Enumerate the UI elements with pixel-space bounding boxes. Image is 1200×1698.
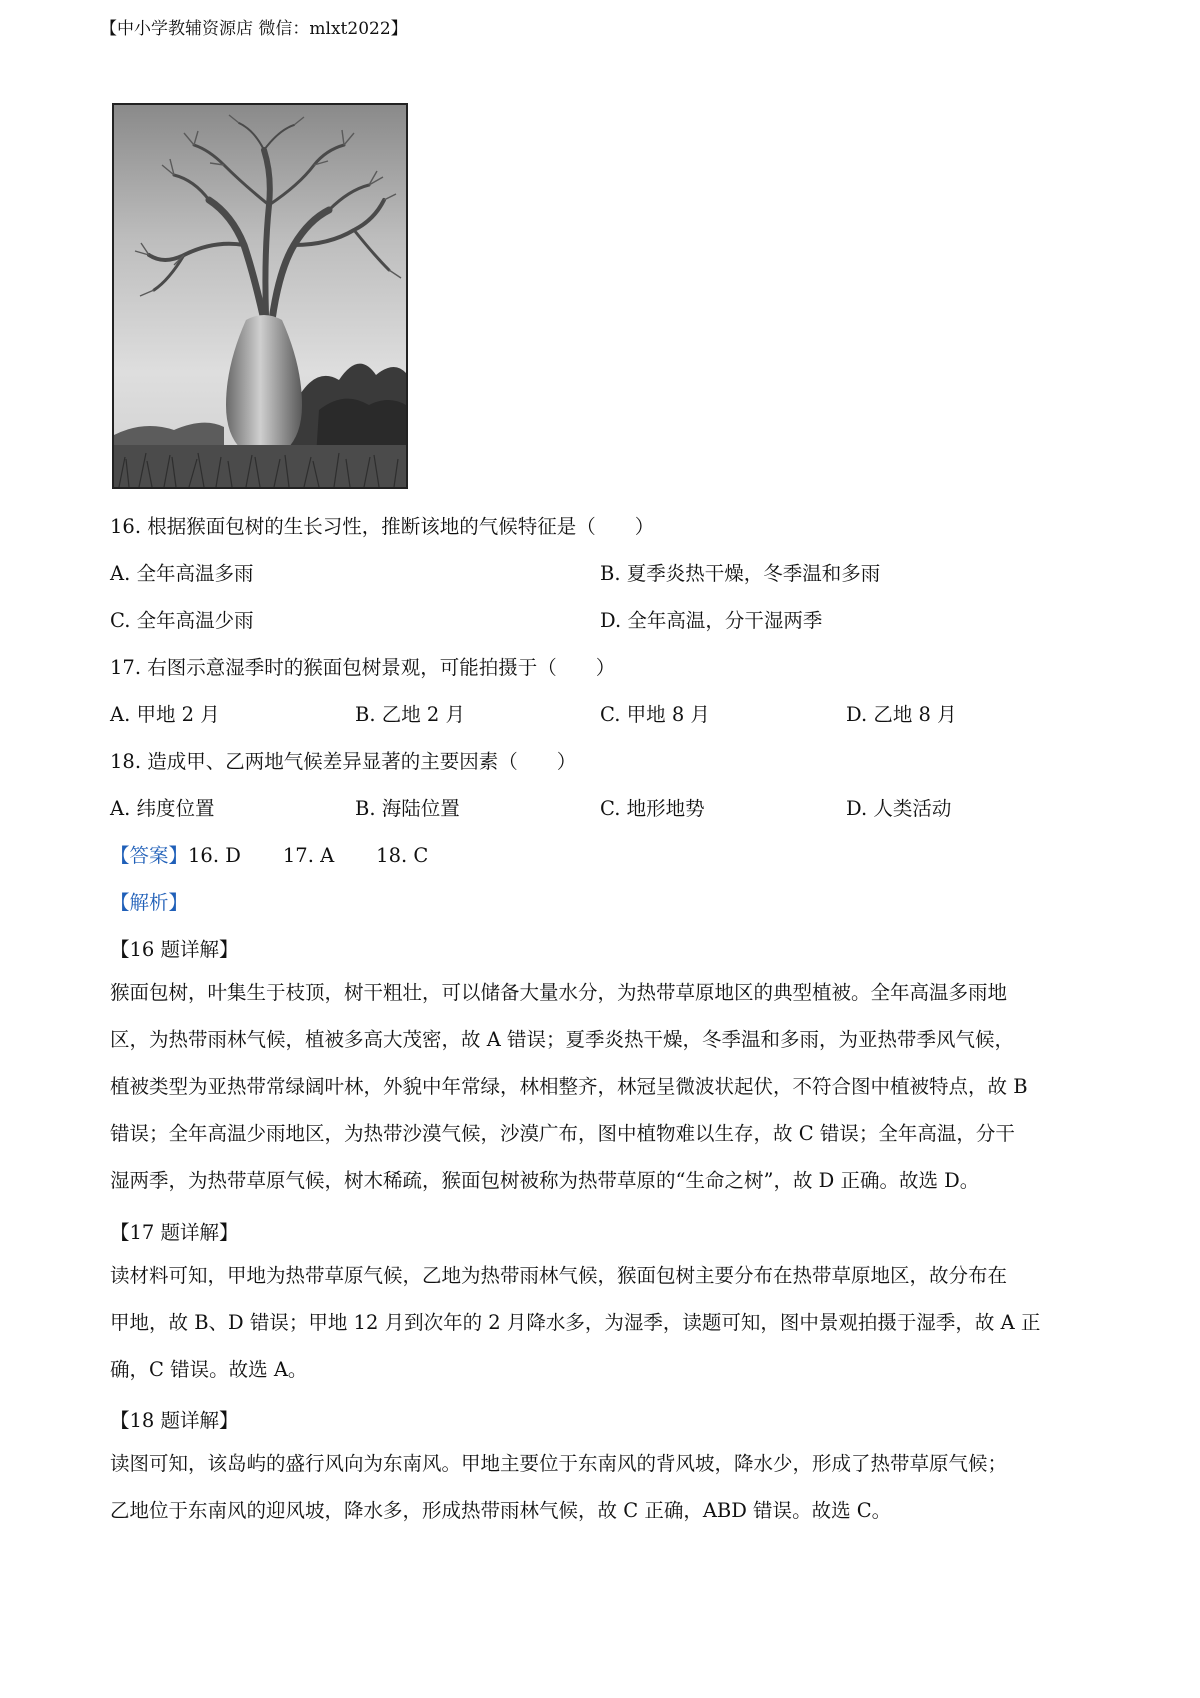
question-16-option-a: A. 全年高温多雨 bbox=[110, 562, 254, 585]
section-16-line: 植被类型为亚热带常绿阔叶林，外貌中年常绿，林相整齐，林冠呈微波状起伏，不符合图中植被特点，故 B bbox=[110, 1075, 1028, 1098]
section-17-line: 确，C 错误。故选 A。 bbox=[110, 1358, 308, 1381]
section-18-heading: 【18 题详解】 bbox=[110, 1409, 239, 1432]
answer-item: 18. C bbox=[376, 844, 429, 867]
question-16-option-d: D. 全年高温，分干湿两季 bbox=[600, 609, 823, 632]
question-18-option-b: B. 海陆位置 bbox=[355, 797, 460, 820]
section-16-line: 猴面包树，叶集生于枝顶，树干粗壮，可以储备大量水分，为热带草原地区的典型植被。全年高温多雨地 bbox=[110, 981, 1008, 1004]
section-18-body bbox=[110, 1440, 1102, 1534]
answer-label: 【答案】 bbox=[110, 844, 189, 867]
section-18-line: 读图可知，该岛屿的盛行风向为东南风。甲地主要位于东南风的背风坡，降水少，形成了热带草原气候； bbox=[110, 1452, 1008, 1475]
section-17-line: 读材料可知，甲地为热带草原气候，乙地为热带雨林气候，猴面包树主要分布在热带草原地区，故分布在 bbox=[110, 1264, 1008, 1287]
question-17-option-a: A. 甲地 2 月 bbox=[110, 703, 220, 726]
baobab-tree-photo bbox=[112, 103, 408, 489]
question-18-stem: 18. 造成甲、乙两地气候差异显著的主要因素（ ） bbox=[110, 750, 577, 773]
question-18-option-d: D. 人类活动 bbox=[846, 797, 952, 820]
question-16-option-b: B. 夏季炎热干燥，冬季温和多雨 bbox=[600, 562, 881, 585]
section-16-body bbox=[110, 969, 1102, 1204]
question-18-option-a: A. 纬度位置 bbox=[110, 797, 215, 820]
question-17-option-d: D. 乙地 8 月 bbox=[846, 703, 957, 726]
section-16-line: 区，为热带雨林气候，植被多高大茂密，故 A 错误；夏季炎热干燥，冬季温和多雨，为亚热带季风气候， bbox=[110, 1028, 1014, 1051]
section-16-line: 湿两季，为热带草原气候，树木稀疏，猴面包树被称为热带草原的“生命之树”，故 D 正确。故选 D。 bbox=[110, 1169, 980, 1192]
analysis-label: 【解析】 bbox=[110, 891, 189, 914]
question-18-option-c: C. 地形地势 bbox=[600, 797, 705, 820]
section-17-heading: 【17 题详解】 bbox=[110, 1221, 239, 1244]
section-17-body bbox=[110, 1252, 1102, 1393]
question-17-option-b: B. 乙地 2 月 bbox=[355, 703, 466, 726]
answer-line bbox=[110, 840, 428, 868]
section-16-line: 错误；全年高温少雨地区，为热带沙漠气候，沙漠广布，图中植物难以生存，故 C 错误；全年高温，分干 bbox=[110, 1122, 1015, 1145]
baobab-tree-icon bbox=[114, 105, 406, 487]
question-16-option-c: C. 全年高温少雨 bbox=[110, 609, 254, 632]
section-16-heading: 【16 题详解】 bbox=[110, 938, 239, 961]
section-18-line: 乙地位于东南风的迎风坡，降水多，形成热带雨林气候，故 C 正确，ABD 错误。故选 C。 bbox=[110, 1499, 892, 1522]
header-note: 【中小学教辅资源店 微信：mlxt2022】 bbox=[100, 19, 408, 39]
question-17-stem: 17. 右图示意湿季时的猴面包树景观，可能拍摄于（ ） bbox=[110, 656, 616, 679]
answer-item: 17. A bbox=[282, 844, 335, 867]
section-17-line: 甲地，故 B、D 错误；甲地 12 月到次年的 2 月降水多，为湿季，读题可知，图中景观拍摄于湿季，故 A 正 bbox=[110, 1311, 1041, 1334]
answer-item: 16. D bbox=[188, 844, 241, 867]
question-16-stem: 16. 根据猴面包树的生长习性，推断该地的气候特征是（ ） bbox=[110, 515, 655, 538]
question-17-option-c: C. 甲地 8 月 bbox=[600, 703, 710, 726]
